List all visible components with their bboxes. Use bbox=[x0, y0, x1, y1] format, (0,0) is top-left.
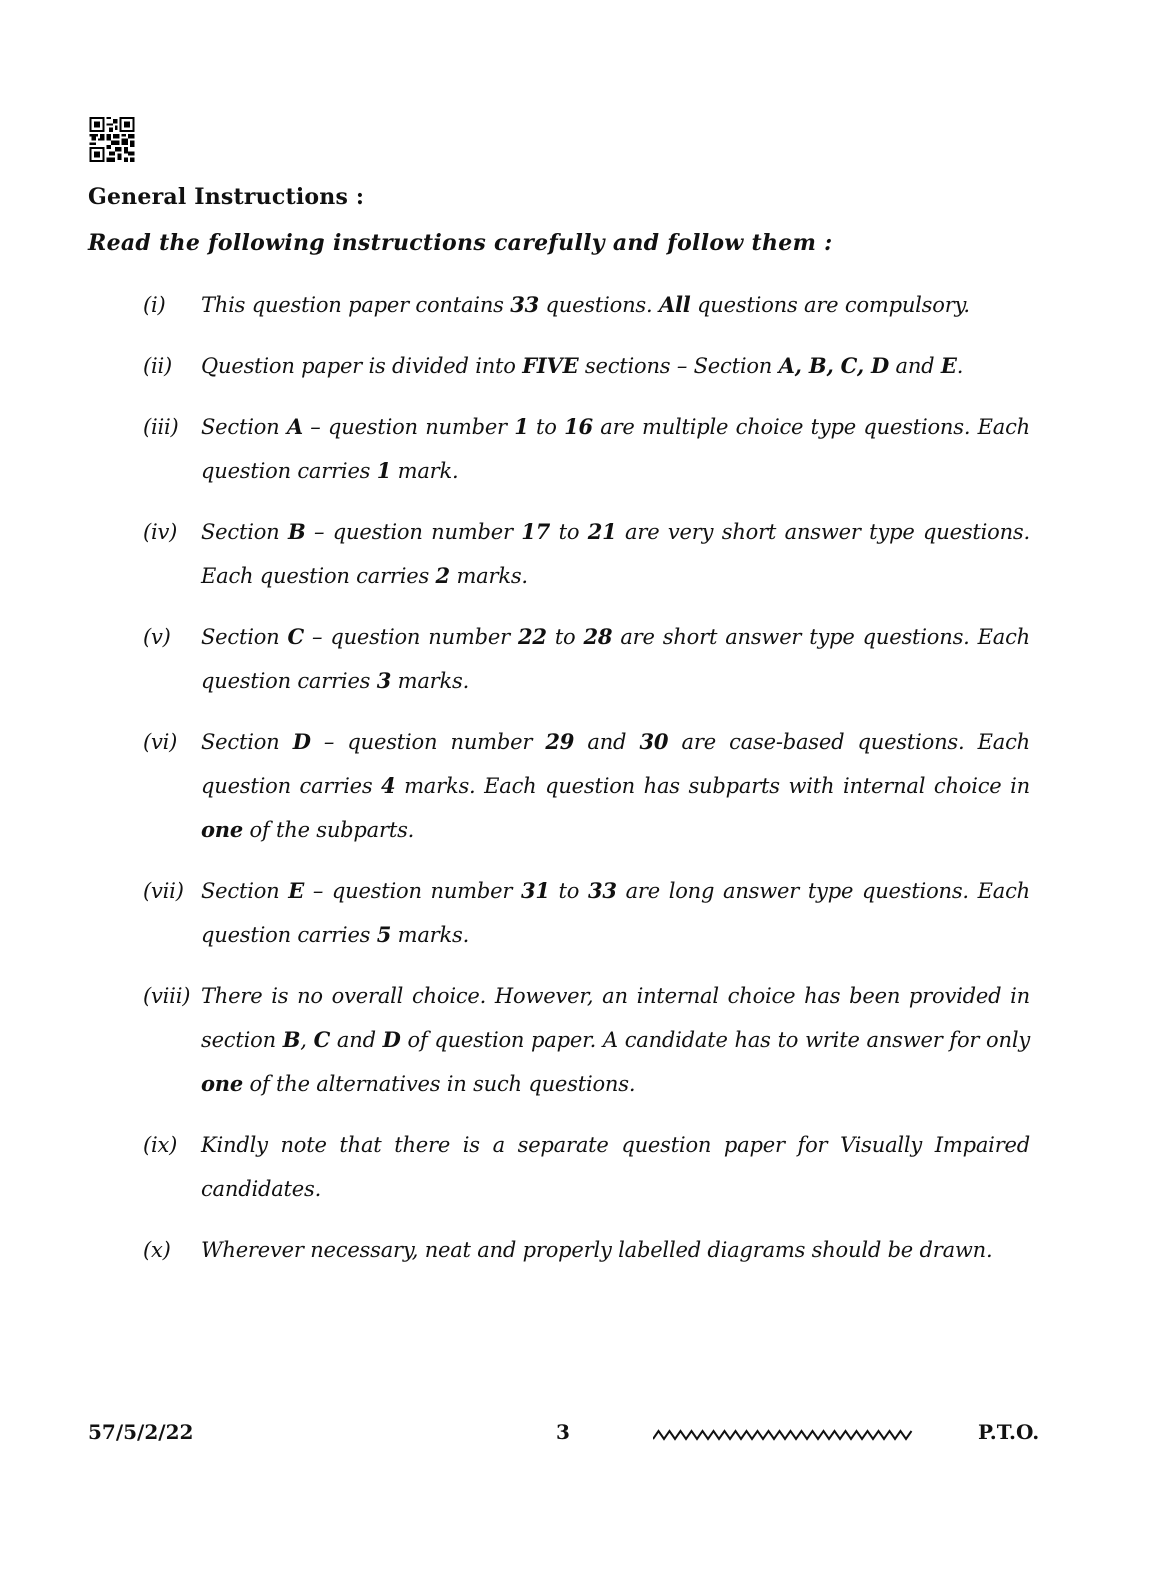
instruction-text: and bbox=[330, 1028, 383, 1052]
instruction-number: (v) bbox=[143, 625, 171, 649]
instruction-text: Section bbox=[201, 879, 289, 903]
instruction-text: Section bbox=[201, 520, 288, 544]
instruction-text: of the subparts. bbox=[243, 818, 415, 842]
emphasis-text: one bbox=[201, 1071, 244, 1096]
instruction-text: and bbox=[889, 354, 941, 378]
page-footer bbox=[0, 1420, 1152, 1450]
instruction-text: are short answer type questions. Each question carries bbox=[201, 625, 1030, 693]
instruction-number: (i) bbox=[143, 293, 166, 317]
instruction-text: sections – Section bbox=[578, 354, 779, 378]
emphasis-text: 17 bbox=[521, 519, 551, 544]
emphasis-text: 21 bbox=[587, 519, 617, 544]
instruction-text: – question number bbox=[304, 625, 518, 649]
instruction-number: (iii) bbox=[143, 415, 179, 439]
instruction-list bbox=[143, 283, 1030, 1289]
emphasis-text: 33 bbox=[510, 292, 540, 317]
instruction-item bbox=[143, 510, 1030, 598]
instruction-item bbox=[143, 974, 1030, 1106]
instructions-subtitle: Read the following instructions carefully and follow them : bbox=[88, 230, 833, 256]
emphasis-text: E bbox=[940, 353, 957, 378]
instruction-number: (x) bbox=[143, 1238, 171, 1262]
instruction-item bbox=[143, 283, 1030, 327]
instruction-text: marks. bbox=[391, 923, 470, 947]
emphasis-text: 33 bbox=[588, 878, 617, 903]
emphasis-text: E bbox=[288, 878, 305, 903]
emphasis-text: FIVE bbox=[522, 353, 579, 378]
instruction-item bbox=[143, 615, 1030, 703]
instruction-text: and bbox=[574, 730, 640, 754]
emphasis-text: 5 bbox=[376, 922, 392, 947]
instruction-item bbox=[143, 344, 1030, 388]
instruction-text: . bbox=[956, 354, 964, 378]
instruction-item bbox=[143, 405, 1030, 493]
instruction-number: (ii) bbox=[143, 354, 173, 378]
instruction-text: are very short answer type questions. Each question carries bbox=[201, 520, 1030, 588]
instruction-text: Wherever necessary, neat and properly labelled diagrams should be drawn. bbox=[201, 1238, 993, 1262]
instruction-text: Section bbox=[201, 625, 288, 649]
emphasis-text: 1 bbox=[514, 414, 529, 439]
emphasis-text: 31 bbox=[520, 878, 550, 903]
instruction-text: questions. bbox=[539, 293, 659, 317]
emphasis-text: 29 bbox=[545, 729, 575, 754]
instruction-text: questions are compulsory. bbox=[690, 293, 970, 317]
instruction-text: mark. bbox=[391, 459, 459, 483]
instruction-text: are multiple choice type questions. Each question carries bbox=[201, 415, 1030, 483]
page-title: General Instructions : bbox=[88, 184, 365, 210]
instruction-item bbox=[143, 1123, 1030, 1211]
paper-code: 57/5/2/22 bbox=[88, 1420, 194, 1444]
emphasis-text: 28 bbox=[583, 624, 613, 649]
emphasis-text: 3 bbox=[376, 668, 392, 693]
emphasis-text: All bbox=[658, 292, 691, 317]
instruction-text: Question paper is divided into bbox=[201, 354, 523, 378]
emphasis-text: one bbox=[201, 817, 244, 842]
emphasis-text: A bbox=[286, 414, 303, 439]
emphasis-text: A, B, C, D bbox=[778, 353, 890, 378]
emphasis-text: B bbox=[287, 519, 306, 544]
instruction-text: to bbox=[546, 625, 584, 649]
instruction-text: of question paper. A candidate has to write answer for only bbox=[400, 1028, 1031, 1052]
instruction-number: (vii) bbox=[143, 879, 184, 903]
emphasis-text: D bbox=[382, 1027, 401, 1052]
instruction-text: to bbox=[528, 415, 565, 439]
instruction-number: (viii) bbox=[143, 984, 191, 1008]
instruction-text: to bbox=[549, 879, 588, 903]
emphasis-text: D bbox=[292, 729, 311, 754]
instruction-text: Section bbox=[201, 415, 287, 439]
emphasis-text: 16 bbox=[564, 414, 593, 439]
instruction-number: (vi) bbox=[143, 730, 178, 754]
emphasis-text: C bbox=[287, 624, 305, 649]
instruction-item bbox=[143, 1228, 1030, 1272]
instruction-text: Kindly note that there is a separate question paper for Visually Impaired candidates. bbox=[201, 1133, 1030, 1201]
instruction-text: are long answer type questions. Each question carries bbox=[201, 879, 1030, 947]
emphasis-text: 4 bbox=[381, 773, 396, 798]
emphasis-text: 30 bbox=[639, 729, 669, 754]
instruction-text: marks. bbox=[449, 564, 528, 588]
instruction-text: , bbox=[300, 1028, 314, 1052]
instruction-number: (iv) bbox=[143, 520, 178, 544]
pto-label: P.T.O. bbox=[978, 1420, 1040, 1444]
instruction-text: Section bbox=[201, 730, 293, 754]
emphasis-text: B bbox=[282, 1027, 301, 1052]
instruction-text: are case-based questions. Each question carries bbox=[201, 730, 1030, 798]
instruction-text: – question number bbox=[304, 879, 521, 903]
qr-code-icon bbox=[88, 117, 136, 162]
emphasis-text: 2 bbox=[435, 563, 450, 588]
instruction-text: There is no overall choice. However, an internal choice has been provided in section bbox=[201, 984, 1030, 1052]
instruction-text: This question paper contains bbox=[201, 293, 511, 317]
instruction-text: marks. bbox=[391, 669, 470, 693]
instruction-item bbox=[143, 869, 1030, 957]
emphasis-text: 1 bbox=[376, 458, 392, 483]
instruction-text: – question number bbox=[305, 520, 522, 544]
emphasis-text: C bbox=[313, 1027, 331, 1052]
instruction-item bbox=[143, 720, 1030, 852]
instruction-text: – question number bbox=[310, 730, 546, 754]
instruction-text: – question number bbox=[302, 415, 515, 439]
emphasis-text: 22 bbox=[517, 624, 547, 649]
page-number: 3 bbox=[556, 1420, 570, 1444]
instruction-text: to bbox=[550, 520, 588, 544]
instruction-number: (ix) bbox=[143, 1133, 178, 1157]
instruction-text: marks. Each question has subparts with internal choice in bbox=[395, 774, 1030, 798]
instruction-text: of the alternatives in such questions. bbox=[243, 1072, 636, 1096]
wavy-line-icon bbox=[653, 1428, 915, 1442]
